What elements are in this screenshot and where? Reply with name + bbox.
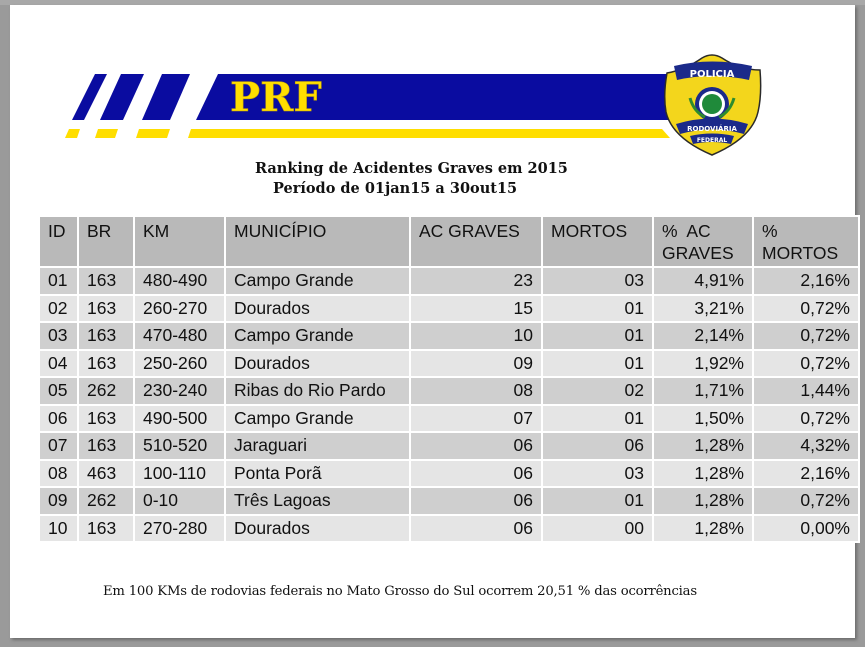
cell-br: 163: [78, 432, 134, 460]
cell-mortos: 02: [542, 377, 653, 405]
footer-note: Em 100 KMs de rodovias federais no Mato Grosso do Sul ocorrem 20,51 % das ocorrências: [103, 584, 697, 599]
prf-banner: [0, 0, 865, 170]
cell-municipio: Campo Grande: [225, 405, 410, 433]
cell-pct-ac-graves: 1,28%: [653, 487, 753, 515]
cell-id: 03: [39, 322, 78, 350]
badge-top-ribbon: POLICIA: [689, 69, 735, 80]
cell-pct-mortos: 0,72%: [753, 295, 859, 323]
cell-ac-graves: 23: [410, 267, 542, 295]
cell-mortos: 01: [542, 295, 653, 323]
cell-pct-mortos: 2,16%: [753, 460, 859, 488]
cell-br: 163: [78, 515, 134, 543]
cell-km: 260-270: [134, 295, 225, 323]
cell-pct-mortos: 2,16%: [753, 267, 859, 295]
cell-municipio: Jaraguari: [225, 432, 410, 460]
cell-km: 490-500: [134, 405, 225, 433]
badge-bottom-ribbon-1: RODOVIÁRIA: [687, 125, 737, 133]
cell-km: 480-490: [134, 267, 225, 295]
blue-slash-3: [142, 74, 190, 120]
table-row: [39, 377, 859, 405]
cell-km: 470-480: [134, 322, 225, 350]
cell-municipio: Dourados: [225, 295, 410, 323]
cell-br: 262: [78, 487, 134, 515]
cell-km: 100-110: [134, 460, 225, 488]
cell-id: 06: [39, 405, 78, 433]
yellow-main-bar: [188, 129, 670, 138]
column-header-line: MUNICÍPIO: [234, 221, 327, 241]
cell-pct-mortos: 0,72%: [753, 487, 859, 515]
cell-pct-ac-graves: 1,71%: [653, 377, 753, 405]
prf-badge-icon: [665, 55, 761, 155]
table-row: [39, 405, 859, 433]
logo-stripes: [65, 74, 670, 138]
cell-pct-ac-graves: 4,91%: [653, 267, 753, 295]
column-header-line: BR: [87, 221, 112, 241]
column-header-id: [39, 216, 78, 267]
badge-bottom-ribbon-2: FEDERAL: [696, 137, 728, 144]
cell-pct-ac-graves: 2,14%: [653, 322, 753, 350]
table-row: [39, 350, 859, 378]
cell-br: 163: [78, 350, 134, 378]
column-header-br: [78, 216, 134, 267]
cell-pct-mortos: 0,72%: [753, 350, 859, 378]
column-header-pct-mortos: [753, 216, 859, 267]
prf-logo-text: PRF: [230, 74, 322, 121]
column-header-line: MORTOS: [551, 221, 628, 241]
cell-mortos: 03: [542, 460, 653, 488]
column-header-line: AC GRAVES: [419, 221, 520, 241]
cell-pct-mortos: 0,00%: [753, 515, 859, 543]
cell-ac-graves: 06: [410, 515, 542, 543]
cell-id: 05: [39, 377, 78, 405]
table-row: [39, 460, 859, 488]
column-header-line: GRAVES: [662, 243, 734, 263]
cell-municipio: Campo Grande: [225, 267, 410, 295]
cell-municipio: Campo Grande: [225, 322, 410, 350]
cell-id: 04: [39, 350, 78, 378]
cell-id: 10: [39, 515, 78, 543]
cell-mortos: 03: [542, 267, 653, 295]
column-header-pct-ac-graves: [653, 216, 753, 267]
column-header-line: %: [762, 221, 778, 241]
cell-ac-graves: 09: [410, 350, 542, 378]
cell-municipio: Três Lagoas: [225, 487, 410, 515]
yellow-dash-3: [136, 129, 170, 138]
column-header-municipio: [225, 216, 410, 267]
cell-km: 0-10: [134, 487, 225, 515]
column-header-ac-graves: [410, 216, 542, 267]
cell-km: 270-280: [134, 515, 225, 543]
cell-br: 463: [78, 460, 134, 488]
cell-mortos: 01: [542, 405, 653, 433]
cell-ac-graves: 07: [410, 405, 542, 433]
cell-pct-mortos: 0,72%: [753, 322, 859, 350]
column-header-line: ID: [48, 221, 66, 241]
cell-municipio: Dourados: [225, 350, 410, 378]
cell-km: 230-240: [134, 377, 225, 405]
cell-br: 163: [78, 405, 134, 433]
yellow-dash-1: [65, 129, 80, 138]
cell-mortos: 01: [542, 322, 653, 350]
cell-mortos: 00: [542, 515, 653, 543]
blue-slash-1: [72, 74, 107, 120]
cell-ac-graves: 06: [410, 432, 542, 460]
cell-pct-mortos: 0,72%: [753, 405, 859, 433]
cell-pct-ac-graves: 1,28%: [653, 460, 753, 488]
cell-pct-mortos: 1,44%: [753, 377, 859, 405]
cell-id: 09: [39, 487, 78, 515]
cell-municipio: Ponta Porã: [225, 460, 410, 488]
column-header-line: MORTOS: [762, 243, 839, 263]
column-header-mortos: [542, 216, 653, 267]
cell-br: 163: [78, 295, 134, 323]
cell-pct-mortos: 4,32%: [753, 432, 859, 460]
cell-pct-ac-graves: 1,50%: [653, 405, 753, 433]
table-body: [39, 267, 859, 542]
cell-id: 07: [39, 432, 78, 460]
cell-municipio: Dourados: [225, 515, 410, 543]
cell-pct-ac-graves: 1,28%: [653, 515, 753, 543]
cell-ac-graves: 06: [410, 487, 542, 515]
page-title: Ranking de Acidentes Graves em 2015: [255, 160, 568, 177]
blue-slash-2: [100, 74, 144, 120]
column-header-line: KM: [143, 221, 170, 241]
cell-ac-graves: 06: [410, 460, 542, 488]
column-header-line: % AC: [662, 221, 711, 241]
cell-km: 250-260: [134, 350, 225, 378]
cell-id: 08: [39, 460, 78, 488]
column-header-km: [134, 216, 225, 267]
cell-pct-ac-graves: 1,92%: [653, 350, 753, 378]
ranking-table: [38, 215, 860, 543]
cell-ac-graves: 08: [410, 377, 542, 405]
cell-km: 510-520: [134, 432, 225, 460]
table-row: [39, 295, 859, 323]
cell-pct-ac-graves: 1,28%: [653, 432, 753, 460]
cell-br: 163: [78, 322, 134, 350]
table-row: [39, 515, 859, 543]
table-row: [39, 267, 859, 295]
cell-municipio: Ribas do Rio Pardo: [225, 377, 410, 405]
table-header-row: [39, 216, 859, 267]
table-row: [39, 487, 859, 515]
cell-ac-graves: 10: [410, 322, 542, 350]
period-subtitle: Período de 01jan15 a 30out15: [273, 180, 518, 197]
cell-id: 02: [39, 295, 78, 323]
table-row: [39, 322, 859, 350]
cell-mortos: 06: [542, 432, 653, 460]
cell-ac-graves: 15: [410, 295, 542, 323]
cell-br: 163: [78, 267, 134, 295]
cell-id: 01: [39, 267, 78, 295]
yellow-dash-2: [95, 129, 118, 138]
cell-mortos: 01: [542, 487, 653, 515]
cell-pct-ac-graves: 3,21%: [653, 295, 753, 323]
cell-mortos: 01: [542, 350, 653, 378]
table-row: [39, 432, 859, 460]
cell-br: 262: [78, 377, 134, 405]
